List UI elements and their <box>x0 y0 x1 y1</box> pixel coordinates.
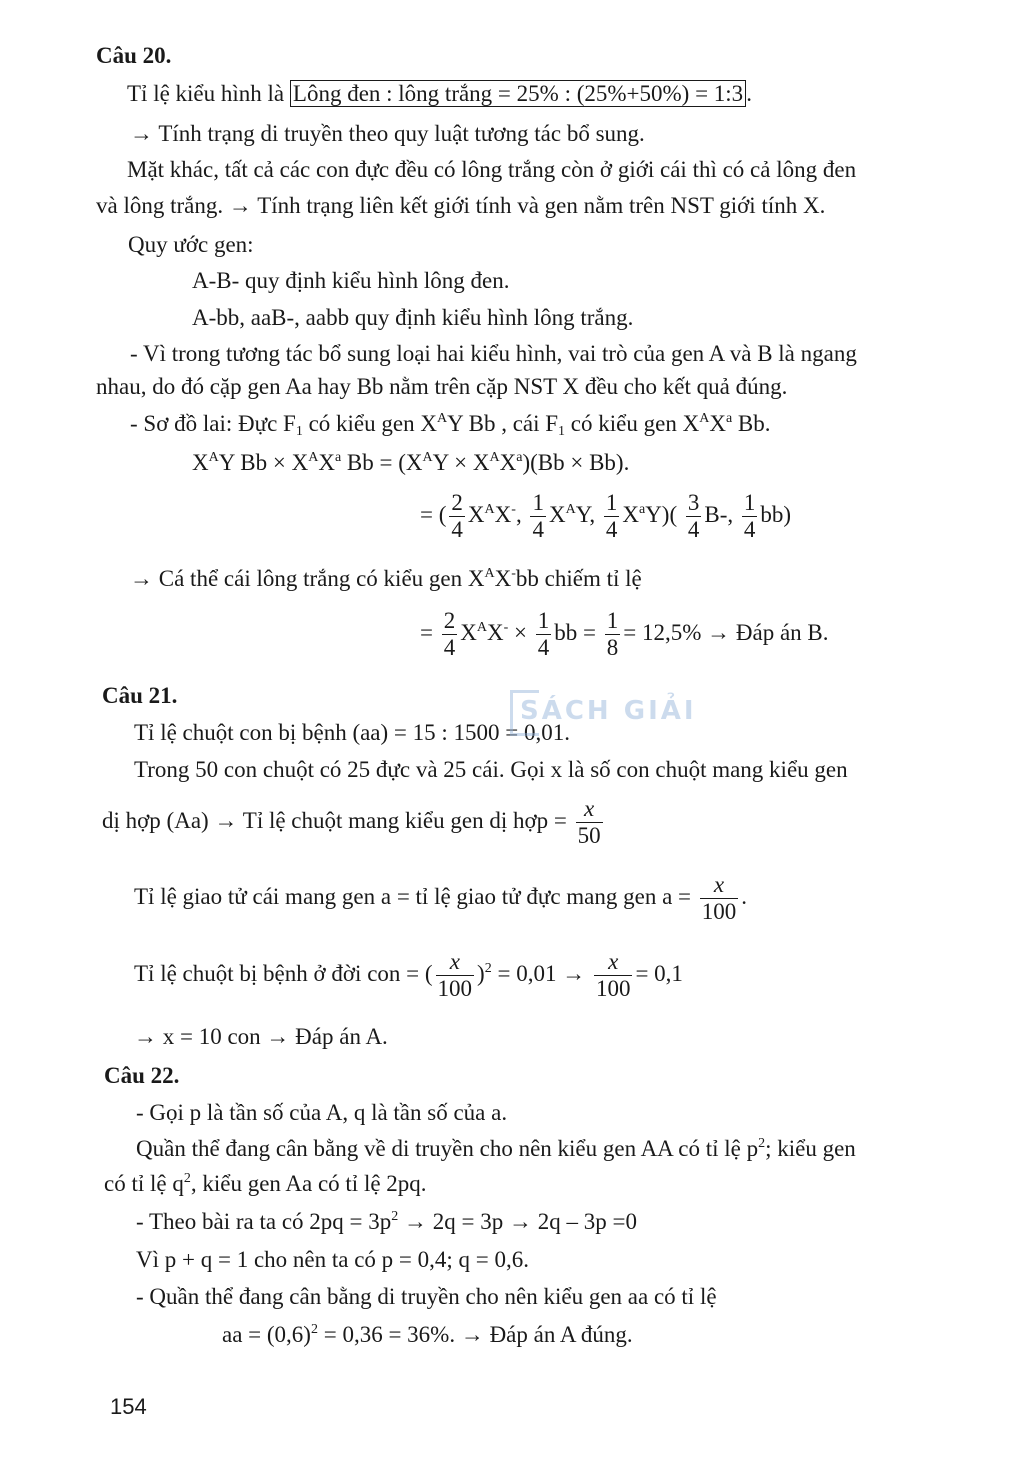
watermark-text: SÁCH GIẢI <box>520 696 697 726</box>
fraction: $\frac{1}{4}$ <box>532 490 544 542</box>
fraction: $\frac{x}{100}$ <box>437 949 473 1001</box>
text-line: - Sơ đồ lai: Đực $F_1$ có kiểu gen $X^AY$ Bb , cái $F_1$ có kiểu gen $X^AX^a$ Bb. <box>130 411 771 439</box>
fraction: $\frac{1}{4}$ <box>605 490 618 542</box>
heading-cau-20: Câu 20. <box>96 43 172 68</box>
equation-line: = ( $\frac{2}{4}$ $X^AX^-$, $\frac{1}{4}$ $X^AY$, $\frac{1}{4}$ $X^aY$)( $\frac{3}{4}$ B-, $\frac{1}{4}$ bb) <box>420 490 792 542</box>
page-number: 154 <box>110 1394 147 1419</box>
fraction: $\frac{1}{4}$ <box>537 608 550 660</box>
text-line: → Cá thể cái lông trắng có kiểu gen $X^AX^-bb$ chiếm tỉ lệ <box>130 566 642 591</box>
boxed-ratio: Lông đen : lông trắng = 25% : (25%+50%) = 1:3 <box>290 80 746 107</box>
text-line: dị hợp (Aa) → Tỉ lệ chuột mang kiểu gen dị hợp = $\frac{x}{50}$ <box>102 796 601 848</box>
equation-line: $X^AY$ $Bb \times X^AX^a$ $Bb = (X^AY \times X^AX^a)(Bb \times Bb)$. <box>192 450 630 475</box>
fraction: $\frac{1}{8}$ <box>606 608 619 660</box>
text-line: nhau, do đó cặp gen Aa hay Bb nằm trên cặp NST X đều cho kết quả đúng. <box>96 374 788 399</box>
text-line: có tỉ lệ $q^2$, kiểu gen Aa có tỉ lệ 2pq. <box>104 1171 427 1196</box>
equation-line: = $\frac{2}{4}$ $X^AX^-$ × $\frac{1}{4}$ bb = $\frac{1}{8}$ = 12,5% → Đáp án B. <box>420 608 829 660</box>
text-line: A-bb, aaB-, aabb quy định kiểu hình lông trắng. <box>192 305 634 330</box>
text-line: → x = 10 con → Đáp án A. <box>134 1024 388 1049</box>
text-line: A-B- quy định kiểu hình lông đen. <box>192 268 510 293</box>
fraction: $\frac{3}{4}$ <box>687 490 700 542</box>
fraction: $\frac{2}{4}$ <box>443 608 456 660</box>
text-line: Quy ước gen: <box>128 232 254 257</box>
text-line: Trong 50 con chuột có 25 đực và 25 cái. Gọi x là số con chuột mang kiểu gen <box>134 757 848 782</box>
text-line: Tỉ lệ chuột bị bệnh ở đời con = ( $\frac{x}{100}$ )$^2$ = 0,01 → $\frac{x}{100}$ = 0,1 <box>134 949 683 1001</box>
equation-line: aa = $(0,6)^2 = 0,36 = 36\%$. → Đáp án A đúng. <box>222 1322 633 1347</box>
text-line: Vì p + q = 1 cho nên ta có p = 0,4; q = 0,6. <box>136 1247 529 1272</box>
text-line: Tỉ lệ chuột con bị bệnh (aa) = 15 : 1500 = 0,01. <box>134 720 571 745</box>
fraction: $\frac{2}{4}$ <box>451 490 463 542</box>
fraction: $\frac{x}{100}$ <box>701 872 737 924</box>
heading-cau-21: Câu 21. <box>102 683 178 708</box>
text-line: → Tính trạng di truyền theo quy luật tương tác bổ sung. <box>130 121 645 146</box>
heading-cau-22: Câu 22. <box>104 1063 180 1088</box>
text-line: Tỉ lệ kiểu hình là Lông đen : lông trắng = 25% : (25%+50%) = 1:3 . <box>127 81 752 106</box>
fraction: $\frac{1}{4}$ <box>743 490 756 542</box>
fraction: $\frac{x}{50}$ <box>577 796 601 848</box>
text-line: - Theo bài ra ta có $2pq = 3p^2 \to 2q = 3p \to 2q - 3p =0$ <box>136 1209 637 1234</box>
text-line: Mặt khác, tất cả các con đực đều có lông trắng còn ở giới cái thì có cả lông đen <box>127 157 857 182</box>
text-line: - Vì trong tương tác bổ sung loại hai kiểu hình, vai trò của gen A và B là ngang <box>130 341 857 366</box>
text-line: Tỉ lệ giao tử cái mang gen a = tỉ lệ giao tử đực mang gen a = $\frac{x}{100}$ . <box>134 872 748 924</box>
text-line: Quần thể đang cân bằng về di truyền cho nên kiểu gen AA có tỉ lệ $p^2$; kiểu gen <box>136 1136 856 1161</box>
text-line: - Gọi p là tần số của A, q là tần số của a. <box>136 1100 508 1125</box>
text-line: - Quần thể đang cân bằng di truyền cho nên kiểu gen aa có tỉ lệ <box>136 1284 717 1309</box>
fraction: $\frac{x}{100}$ <box>595 949 631 1001</box>
text-line: và lông trắng. → Tính trạng liên kết giới tính và gen nằm trên NST giới tính X. <box>96 193 826 218</box>
